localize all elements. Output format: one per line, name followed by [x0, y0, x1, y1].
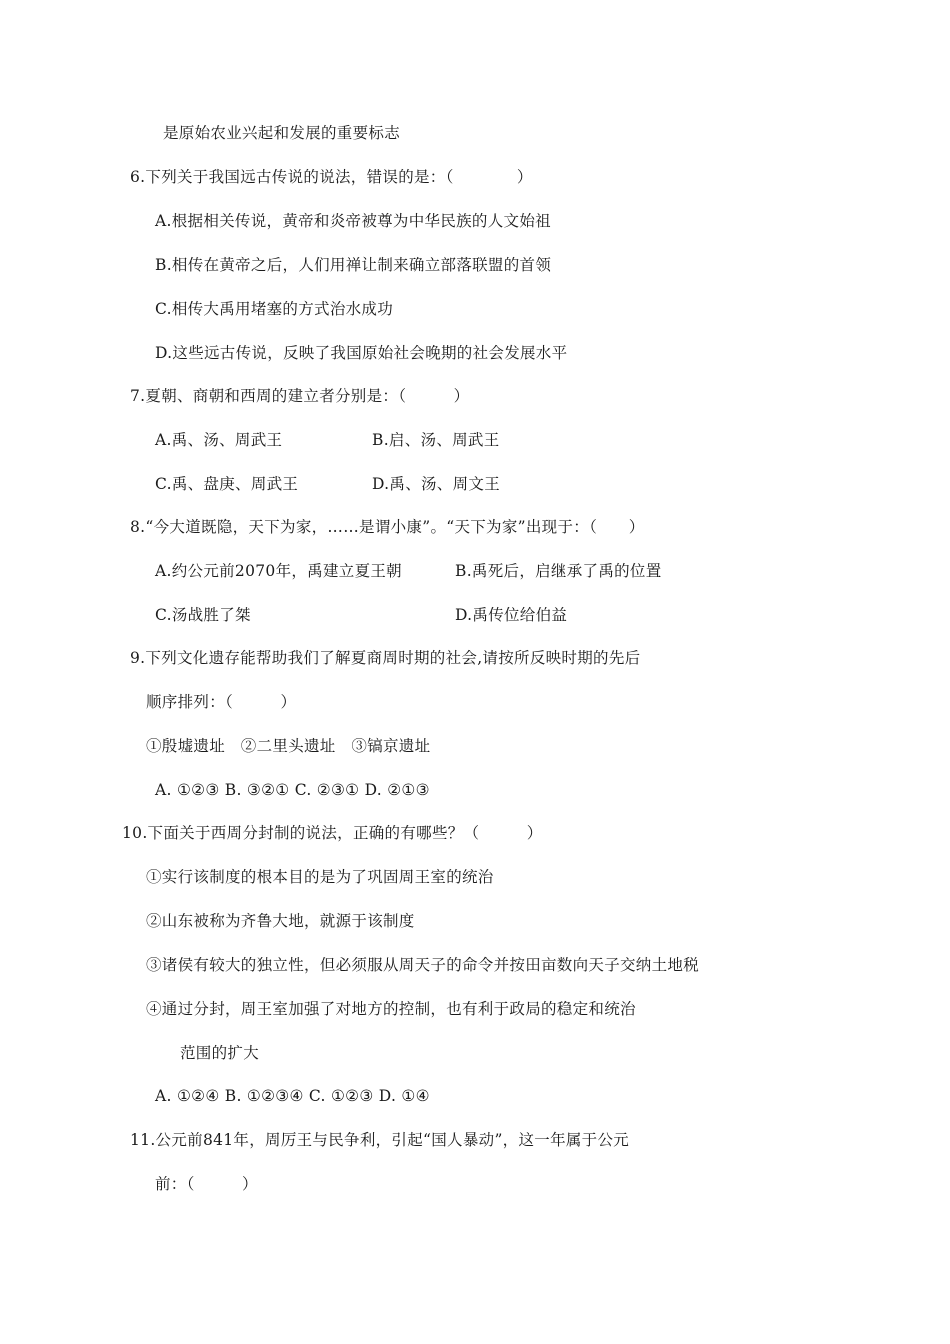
- q8-option-c: C.汤战胜了桀: [155, 606, 251, 624]
- q10-item-4-continuation: 范围的扩大: [180, 1044, 260, 1062]
- q9-stem-line1: 9.下列文化遗存能帮助我们了解夏商周时期的社会,请按所反映时期的先后: [130, 649, 641, 667]
- q6-stem: 6.下列关于我国远古传说的说法，错误的是：（ ）: [130, 168, 533, 186]
- q7-option-a: A.禹、汤、周武王: [155, 431, 283, 449]
- q9-items: ①殷墟遗址 ②二里头遗址 ③镐京遗址: [146, 737, 431, 755]
- q5-continuation: 是原始农业兴起和发展的重要标志: [163, 124, 401, 142]
- q10-item-4: ④通过分封，周王室加强了对地方的控制，也有利于政局的稳定和统治: [146, 1000, 636, 1018]
- q7-option-c: C.禹、盘庚、周武王: [155, 475, 299, 493]
- q7-stem: 7.夏朝、商朝和西周的建立者分别是：（ ）: [130, 387, 470, 405]
- q8-option-d: D.禹传位给伯益: [455, 606, 568, 624]
- q8-option-a: A.约公元前2070年，禹建立夏王朝: [155, 562, 402, 580]
- q6-option-c: C.相传大禹用堵塞的方式治水成功: [155, 300, 394, 318]
- q8-stem: 8.“今大道既隐，天下为家，……是谓小康”。“天下为家”出现于：（ ）: [130, 518, 645, 536]
- q11-stem-line1: 11.公元前841年，周厉王与民争利，引起“国人暴动”，这一年属于公元: [130, 1131, 630, 1149]
- q7-option-d: D.禹、汤、周文王: [372, 475, 501, 493]
- q9-stem-line2: 顺序排列：（ ）: [146, 693, 297, 711]
- q11-stem-line2: 前：（ ）: [155, 1175, 258, 1193]
- q8-option-b: B.禹死后，启继承了禹的位置: [455, 562, 662, 580]
- q10-item-1: ①实行该制度的根本目的是为了巩固周王室的统治: [146, 868, 494, 886]
- q7-option-b: B.启、汤、周武王: [372, 431, 500, 449]
- q6-option-d: D.这些远古传说，反映了我国原始社会晚期的社会发展水平: [155, 344, 568, 362]
- q10-item-3: ③诸侯有较大的独立性，但必须服从周天子的命令并按田亩数向天子交纳土地税: [146, 956, 700, 974]
- q6-option-a: A.根据相关传说，黄帝和炎帝被尊为中华民族的人文始祖: [155, 212, 551, 230]
- q9-options: A. ①②③ B. ③②① C. ②③① D. ②①③: [155, 781, 430, 799]
- q10-item-2: ②山东被称为齐鲁大地，就源于该制度: [146, 912, 415, 930]
- q6-option-b: B.相传在黄帝之后，人们用禅让制来确立部落联盟的首领: [155, 256, 552, 274]
- q10-options: A. ①②④ B. ①②③④ C. ①②③ D. ①④: [155, 1087, 430, 1105]
- q10-stem: 10.下面关于西周分封制的说法，正确的有哪些？（ ）: [122, 824, 543, 842]
